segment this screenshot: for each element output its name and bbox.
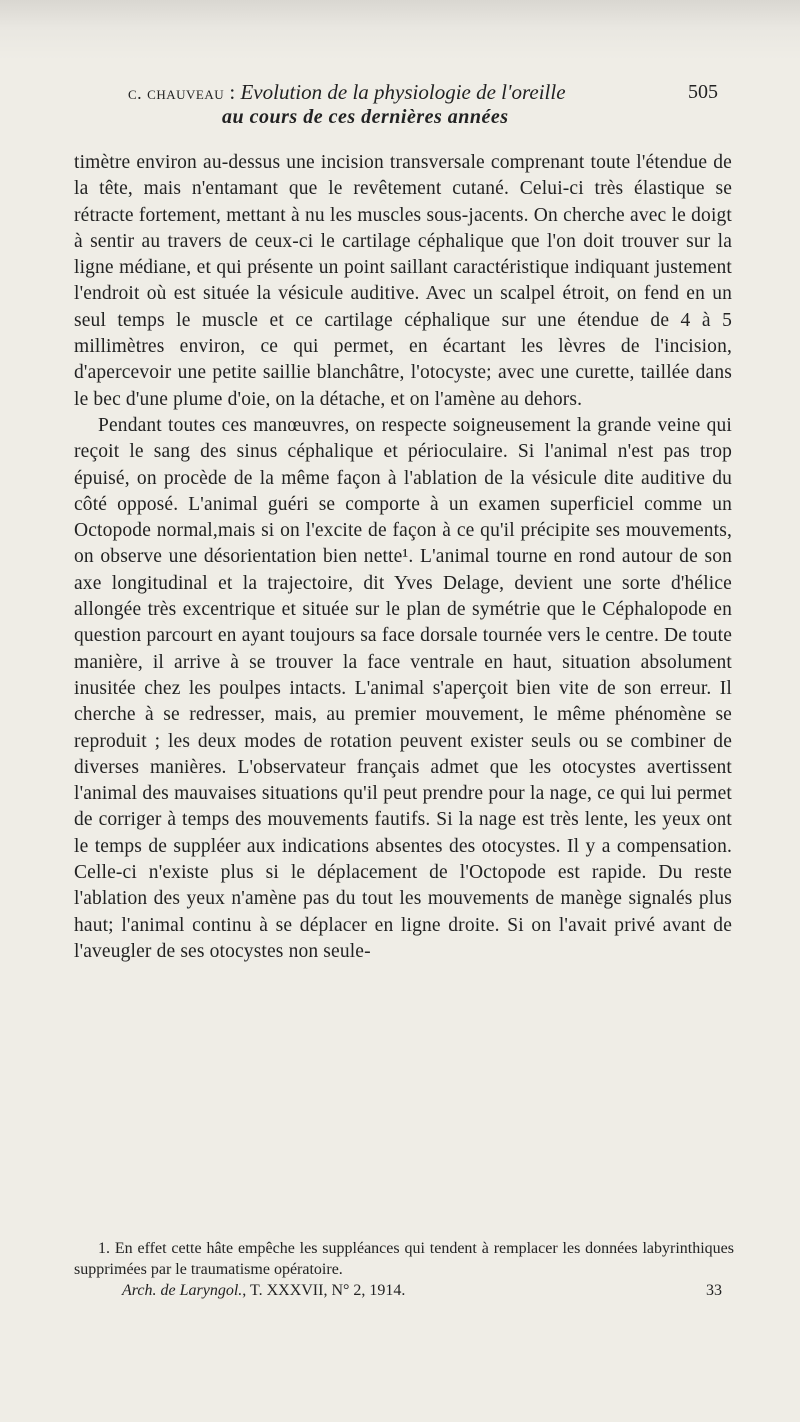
header-subtitle: au cours de ces dernières années — [222, 106, 509, 128]
footnote-1: 1. En effet cette hâte empêche les suppléances qui tendent à remplacer les données labyrinthiques supprimées par le traumatisme opératoire. — [74, 1240, 734, 1278]
paragraph-1: timètre environ au-dessus une incision transversale comprenant toute l'étendue de la tête, mais n'entamant que le revêtement cutané. Celui-ci très élastique se rétracte fortement, mettant à nu les muscles sous-jacents. On cherche avec le doigt à sentir au travers de ceux-ci le cartilage céphalique que l'on doit trouver sur la ligne médiane, et qui présente un point saillant caractéristique indiquant justement l'endroit où est située la vésicule auditive. Avec un scalpel étroit, on fend en un seul temps le muscle et ce cartilage céphalique sur une étendue de 4 à 5 millimètres environ, ce qui permet, en écartant les lèvres de l'incision, d'apercevoir une petite saillie blanchâtre, l'otocyste; avec une curette, taillée dans le bec d'une plume d'oie, on la détache, et on l'amène au dehors. — [74, 152, 732, 410]
journal-volume: , T. XXXVII, N° 2, 1914. — [242, 1282, 406, 1299]
footnotes — [74, 1238, 734, 1301]
running-header — [128, 78, 718, 107]
header-title: Evolution de la physiologie de l'oreille — [240, 80, 566, 104]
header-author: c. chauveau — [128, 83, 225, 103]
journal-name: Arch. de Laryngol. — [122, 1282, 243, 1299]
footer-line — [74, 1280, 734, 1301]
header-separator: : — [224, 80, 241, 104]
page-number: 505 — [688, 81, 718, 103]
journal-reference — [122, 1280, 405, 1301]
signature-number: 33 — [706, 1282, 722, 1299]
paragraph-2: Pendant toutes ces manœuvres, on respecte soigneusement la grande veine qui reçoit le sang des sinus céphalique et périoculaire. Si l'animal n'est pas trop épuisé, on procède de la même façon à l'ablation de la vésicule dite auditive du côté opposé. L'animal guéri se comporte à un examen superficiel comme un Octopode normal,mais si on l'excite de façon à ce qu'il précipite ses mouvements, on observe une désorientation bien nette¹. L'animal tourne en rond autour de son axe longitudinal et la trajectoire, dit Yves Delage, devient une sorte d'hélice allongée très excentrique et située sur le plan de symétrie que le Céphalopode en question parcourt en ayant toujours sa face dorsale tournée vers le centre. De toute manière, il arrive à se trouver la face ventrale en haut, situation absolument inusitée chez les poulpes intacts. L'animal s'aperçoit bien vite de son erreur. Il cherche à se redresser, mais, au premier mouvement, le même phénomène se reproduit ; les deux modes de rotation peuvent exister seuls ou se combiner de diverses manières. L'observateur français admet que les otocystes avertissent l'animal des mauvaises situations qu'il peut prendre pour la nage, ce qui lui permet de corriger à temps des mouvements fautifs. Si la nage est très lente, les yeux ont le temps de suppléer aux indications absentes des otocystes. Il y a compensation. Celle-ci n'existe plus si le déplacement de l'Octopode est rapide. Du reste l'ablation des yeux n'amène pas du tout les mouvements de manège signalés plus haut; l'animal continu à se déplacer en ligne droite. Si on l'avait privé avant de l'aveugler de ses otocystes non seule- — [74, 414, 732, 962]
body-text — [74, 150, 732, 965]
